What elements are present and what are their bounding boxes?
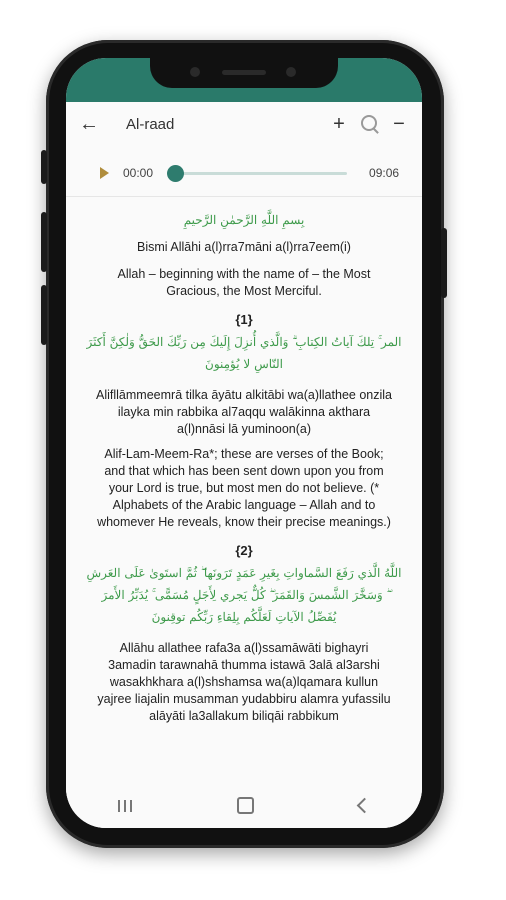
camera-icon: [190, 67, 200, 77]
back-nav-icon[interactable]: [356, 798, 372, 814]
surah-content[interactable]: [66, 197, 422, 783]
minus-icon[interactable]: −: [393, 112, 405, 135]
verse-transliteration: Allāhu allathee rafa3a a(l)ssamāwāti bighayri 3amadin tarawnahā thumma istawā 3alā al3arshi wasakhkhara a(l)shshamsa wa(a)lqamara kullun yajree liajalin musamman yudabbiru alamra yufassilu alāyāti la3allakum biliqāi rabbikum: [97, 641, 391, 723]
home-icon[interactable]: [237, 797, 254, 814]
plus-icon[interactable]: +: [333, 112, 345, 135]
system-nav-bar: [66, 783, 422, 828]
verse-arabic: المر ۚ تِلكَ آياتُ الكِتابِ ۗ وَالَّذي أُنزِلَ إِلَيكَ مِن رَبِّكَ الحَقُّ وَلٰكِنَّ أَكثَرَ النّاسِ لا يُؤمِنونَ: [86, 335, 402, 371]
phone-power-button: [441, 228, 447, 298]
verse-arabic: اللَّهُ الَّذي رَفَعَ السَّماواتِ بِغَيرِ عَمَدٍ تَرَونَها ۖ ثُمَّ استَوىٰ عَلَى العَرشِ ۖ وَسَخَّرَ الشَّمسَ وَالقَمَرَ ۖ كُلٌّ يَجري لِأَجَلٍ مُسَمًّى ۚ يُدَبِّرُ الأَمرَ يُفَصِّلُ الآياتِ لَعَلَّكُم بِلِقاءِ رَبِّكُم توقِنونَ: [86, 566, 402, 624]
speaker-grille: [222, 70, 266, 75]
bismillah-transliteration: Bismi Allāhi a(l)rra7māni a(l)rra7eem(i): [137, 240, 351, 254]
seek-slider[interactable]: [175, 172, 347, 175]
phone-screen: [66, 58, 422, 828]
camera-icon: [286, 67, 296, 77]
phone-side-button: [41, 150, 47, 184]
play-icon[interactable]: [100, 167, 109, 179]
recent-apps-icon[interactable]: [118, 800, 132, 812]
phone-side-button: [41, 212, 47, 272]
app-bar: [66, 102, 422, 146]
bismillah-arabic: بِسمِ اللَّهِ الرَّحمٰنِ الرَّحيمِ: [183, 213, 305, 227]
page-title: Al-raad: [126, 115, 175, 133]
verse-transliteration: Alifllāmmeemrā tilka āyātu alkitābi wa(a)llathee onzila ilayka min rabbika al7aqqu walākinna akthara a(l)nnāsi lā yuminoon(a): [96, 388, 392, 436]
verse-number: {1}: [235, 312, 253, 327]
total-time: 09:06: [369, 166, 400, 180]
notch: [150, 58, 338, 88]
arrow-left-icon[interactable]: ←: [79, 112, 99, 135]
verse-number: {2}: [235, 543, 253, 558]
verse-translation: Alif-Lam-Meem-Ra*; these are verses of the Book; and that which has been sent down upon you from your Lord is true, but most men do not believe. (* Alphabets of the Arabic language – Allah and to whomever He reveals, know their precise meanings.): [97, 447, 391, 529]
bismillah-translation: Allah – beginning with the name of – the Most Gracious, the Most Merciful.: [117, 267, 371, 298]
seek-thumb[interactable]: [167, 165, 184, 182]
current-time: 00:00: [123, 166, 154, 180]
audio-player: [66, 150, 422, 197]
search-icon[interactable]: [354, 113, 384, 136]
phone-side-button: [41, 285, 47, 345]
